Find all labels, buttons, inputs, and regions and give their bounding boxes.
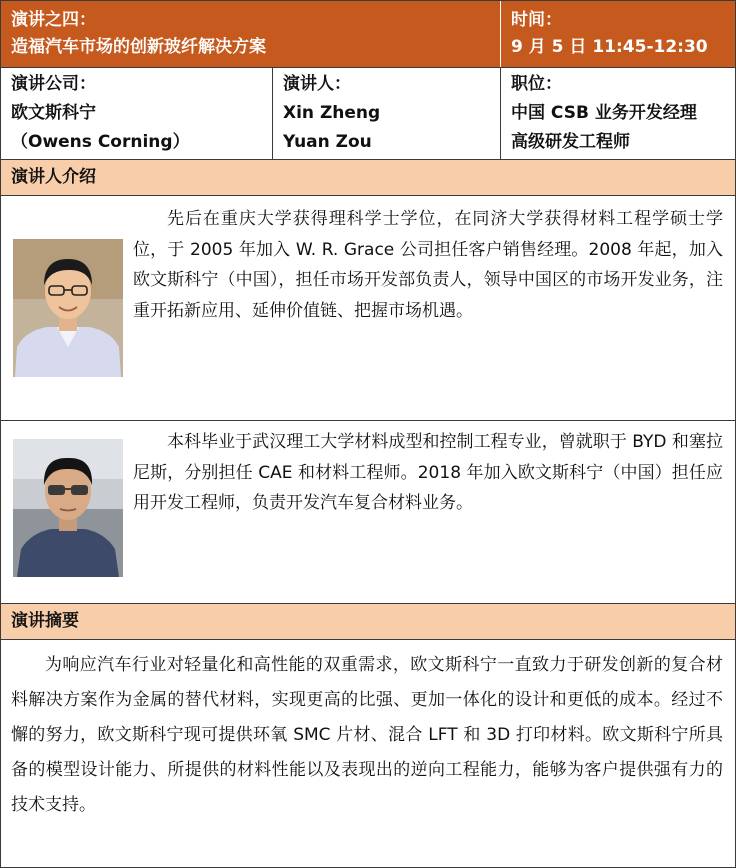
info-row	[1, 67, 735, 159]
bio-row-1	[1, 196, 735, 421]
intro-heading: 演讲人介绍	[1, 159, 735, 196]
speaker-photo-2	[13, 439, 123, 577]
speaker-cell	[273, 68, 501, 159]
company-name: 欧文斯科宁	[11, 103, 96, 123]
company-cell	[1, 68, 273, 159]
speaker-photo-1	[13, 239, 123, 377]
bio-text-1: 先后在重庆大学获得理科学士学位，在同济大学获得材料工程学硕士学位，于 2005 年加入 W. R. Grace 公司担任客户销售经理。2008 年起，加入欧文斯科宁（中国），担任市场开发部负责人，领导中国区的市场开发业务，注重开拓新应用、延伸价值链、把握市场机遇。	[133, 209, 723, 321]
session-label: 演讲之四：	[11, 10, 96, 30]
position-1: 中国 CSB 业务开发经理	[511, 103, 697, 123]
time-value: 9 月 5 日 11:45-12:30	[511, 37, 708, 57]
bio-row-2	[1, 421, 735, 603]
speaker-name-2: Yuan Zou	[283, 132, 372, 152]
session-title: 造福汽车市场的创新玻纤解决方案	[11, 37, 266, 57]
position-cell	[501, 68, 735, 159]
header-row	[1, 1, 735, 67]
summary-row	[1, 640, 735, 867]
speaker-name-1: Xin Zheng	[283, 103, 381, 123]
time-cell	[501, 1, 735, 67]
summary-heading: 演讲摘要	[1, 603, 735, 640]
summary-text: 为响应汽车行业对轻量化和高性能的双重需求，欧文斯科宁一直致力于研发创新的复合材料解决方案作为金属的替代材料，实现更高的比强、更加一体化的设计和更低的成本。经过不懈的努力，欧文斯科宁现可提供环氧 SMC 片材、混合 LFT 和 3D 打印材料。欧文斯科宁所具备的模型设计能力、所提供的材料性能以及表现出的逆向工程能力，能够为客户提供强有力的技术支持。	[11, 655, 723, 815]
company-label: 演讲公司：	[11, 74, 96, 94]
company-name-en: （Owens Corning）	[11, 132, 190, 152]
speaker-label: 演讲人：	[283, 74, 351, 94]
position-2: 高级研发工程师	[511, 132, 630, 152]
position-label: 职位：	[511, 74, 562, 94]
bio-text-2: 本科毕业于武汉理工大学材料成型和控制工程专业，曾就职于 BYD 和塞拉尼斯，分别担任 CAE 和材料工程师。2018 年加入欧文斯科宁（中国）担任应用开发工程师，负责开发汽车复合材料业务。	[133, 432, 723, 513]
session-cell	[1, 1, 501, 67]
time-label: 时间：	[511, 10, 562, 30]
